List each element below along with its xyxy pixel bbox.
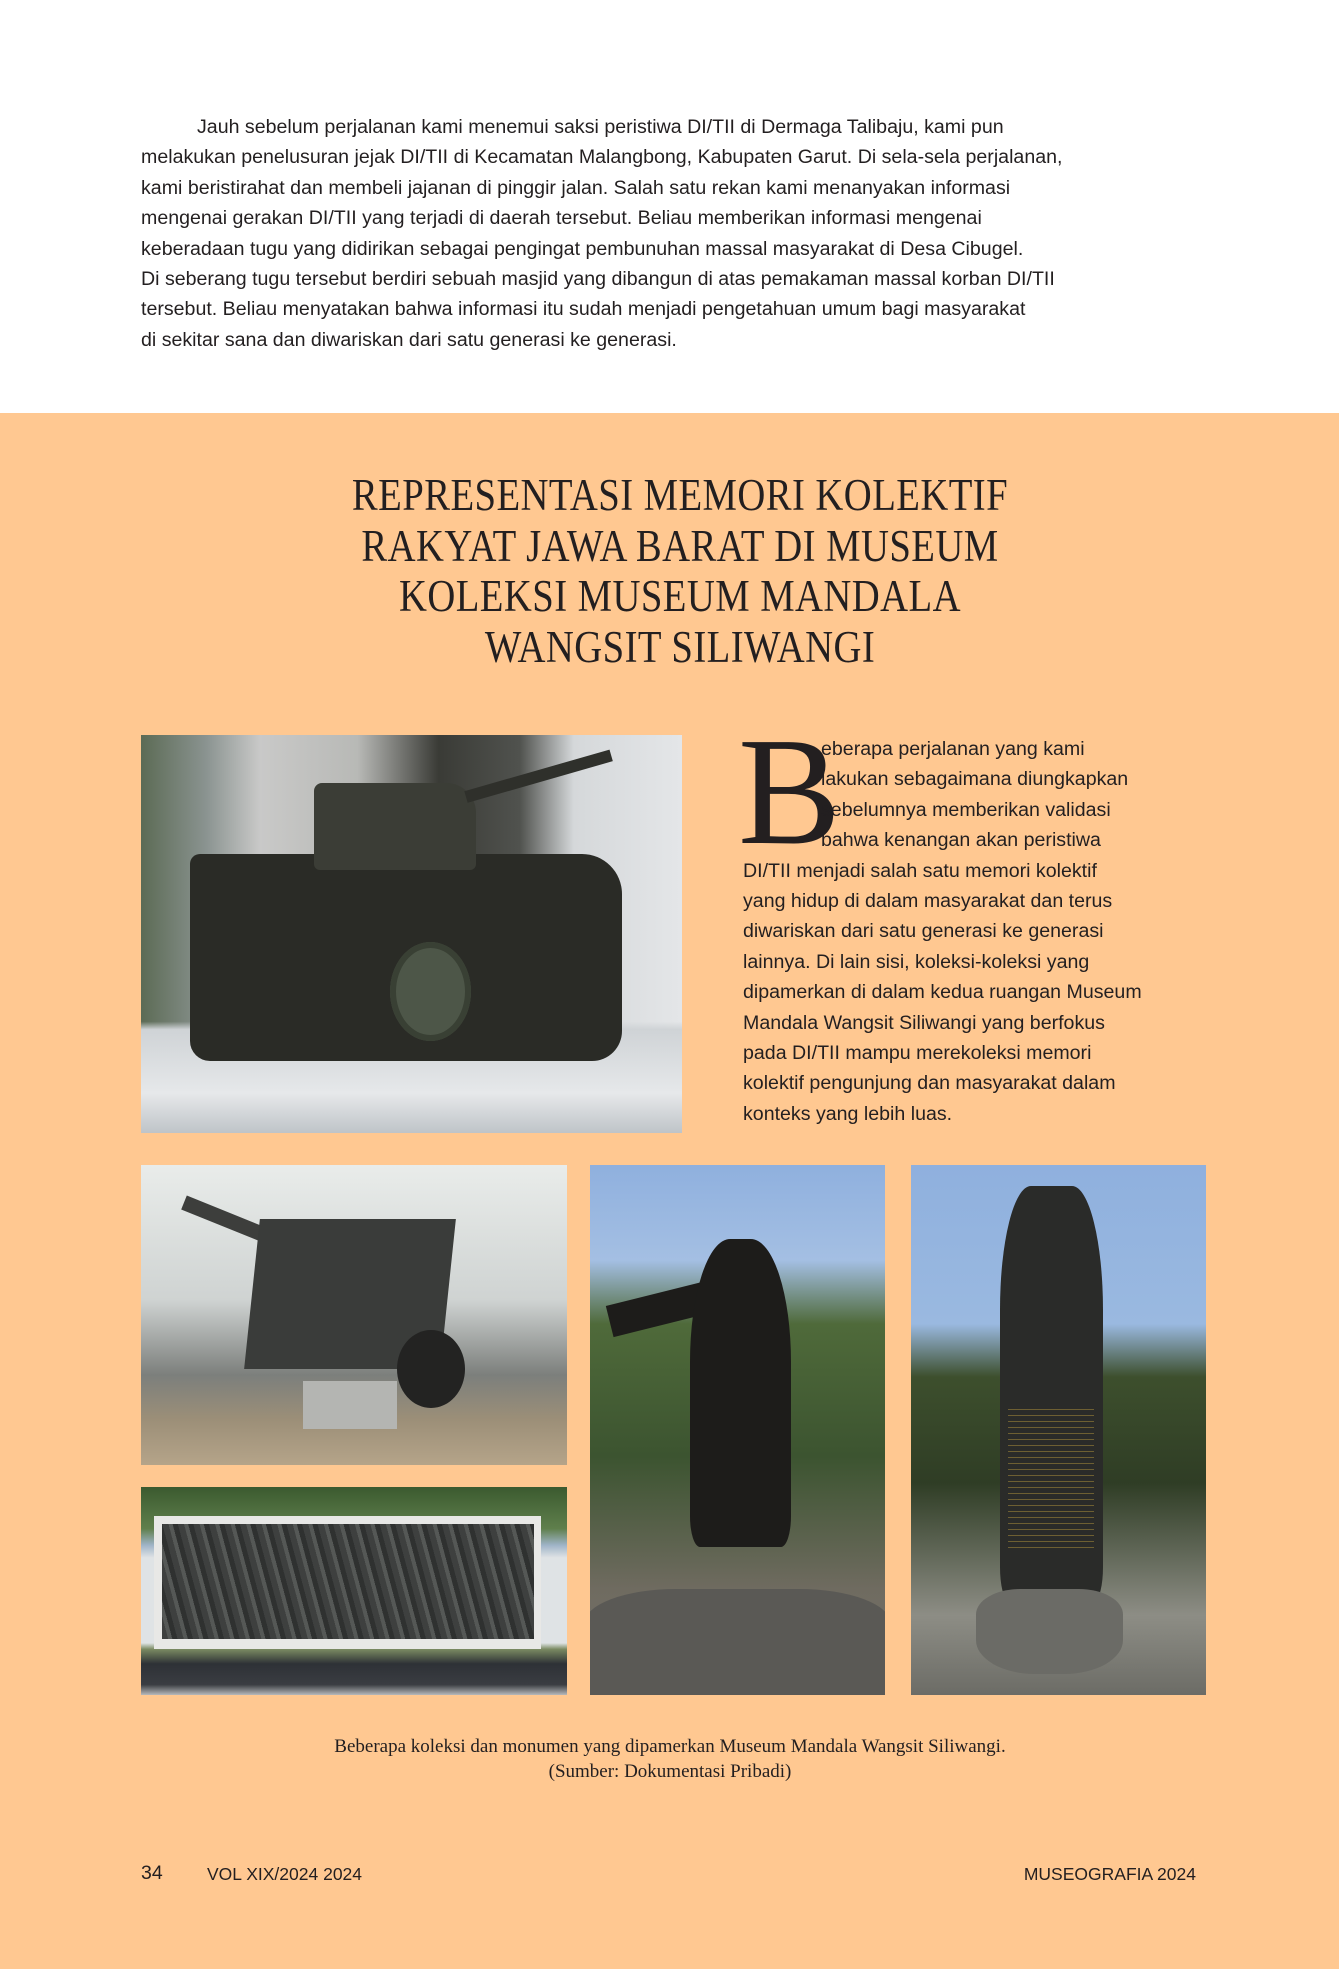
intro-line: melakukan penelusuran jejak DI/TII di Kecamatan Malangbong, Kabupaten Garut. Di sela-sela perjalanan, — [141, 146, 1063, 169]
body-line: dipamerkan di dalam kedua ruangan Museum — [743, 981, 1142, 1004]
intro-line: mengenai gerakan DI/TII yang terjadi di daerah tersebut. Beliau memberikan informasi mengenai — [141, 207, 982, 230]
cannon-block-shape — [303, 1381, 397, 1429]
cannon-wheel-shape — [397, 1330, 465, 1408]
tank-turret-shape — [314, 783, 476, 871]
monument-base-shape — [976, 1589, 1124, 1674]
body-line: DI/TII menjadi salah satu memori kolektif — [743, 859, 1097, 882]
statue-body-shape — [690, 1239, 790, 1546]
stone-monument-photo — [911, 1165, 1206, 1695]
relief-monument-photo — [141, 1487, 567, 1695]
title-line: WANGSIT SILIWANGI — [484, 621, 876, 672]
body-line: kolektif pengunjung dan masyarakat dalam — [743, 1072, 1116, 1095]
intro-line: di sekitar sana dan diwariskan dari satu generasi ke generasi. — [141, 328, 677, 351]
body-line: lainnya. Di lain sisi, koleksi-koleksi yang — [743, 950, 1090, 973]
intro-line: Di seberang tugu tersebut berdiri sebuah masjid yang dibangun di atas pemakaman massal korban DI/TII — [141, 268, 1055, 291]
body-line: sebelumnya memberikan validasi — [821, 798, 1111, 821]
drop-cap: B — [738, 707, 841, 877]
intro-line: Jauh sebelum perjalanan kami menemui saksi peristiwa DI/TII di Dermaga Talibaju, kami pun — [197, 116, 1004, 138]
body-line: eberapa perjalanan yang kami — [821, 738, 1085, 760]
relief-panel-shape — [154, 1516, 542, 1649]
section-title — [302, 470, 1059, 672]
body-line: konteks yang lebih luas. — [743, 1102, 953, 1125]
volume-label: VOL XIX/2024 2024 — [207, 1864, 363, 1884]
body-line: Mandala Wangsit Siliwangi yang berfokus — [743, 1011, 1105, 1034]
statue-base-shape — [590, 1589, 885, 1695]
photo-caption — [240, 1735, 1100, 1784]
body-line: bahwa kenangan akan peristiwa — [821, 829, 1101, 852]
intro-paragraph — [141, 112, 1221, 355]
publication-name: MUSEOGRAFIA 2024 — [1023, 1864, 1196, 1884]
soldier-statue-photo — [590, 1165, 885, 1695]
section-body-text — [743, 734, 1213, 1129]
body-line: yang hidup di dalam masyarakat dan terus — [743, 890, 1113, 913]
intro-line: tersebut. Beliau menyatakan bahwa informasi itu sudah menjadi pengetahuan umum bagi masyarakat — [141, 298, 1026, 321]
title-line: RAKYAT JAWA BARAT DI MUSEUM — [361, 520, 999, 571]
cannon-photo — [141, 1165, 567, 1465]
body-line: lakukan sebagaimana diungkapkan — [821, 768, 1129, 791]
caption-line: Beberapa koleksi dan monumen yang dipamerkan Museum Mandala Wangsit Siliwangi. — [334, 1736, 1006, 1757]
monument-plaque-shape — [1008, 1404, 1094, 1552]
tank-wheel-shape — [390, 942, 471, 1042]
tank-gun-shape — [464, 749, 613, 802]
tank-photo — [141, 735, 682, 1133]
body-line: diwariskan dari satu generasi ke generasi — [743, 920, 1104, 943]
caption-source: (Sumber: Dokumentasi Pribadi) — [548, 1760, 792, 1782]
title-line: KOLEKSI MUSEUM MANDALA — [398, 571, 962, 621]
intro-line: keberadaan tugu yang didirikan sebagai pengingat pembunuhan massal masyarakat di Desa Cibugel. — [141, 237, 1024, 260]
intro-line: kami beristirahat dan membeli jajanan di pinggir jalan. Salah satu rekan kami menanyakan informasi — [141, 176, 1011, 199]
body-line: pada DI/TII mampu merekoleksi memori — [743, 1042, 1092, 1065]
page-number: 34 — [141, 1862, 163, 1884]
title-line: REPRESENTASI MEMORI KOLEKTIF — [351, 470, 1009, 520]
